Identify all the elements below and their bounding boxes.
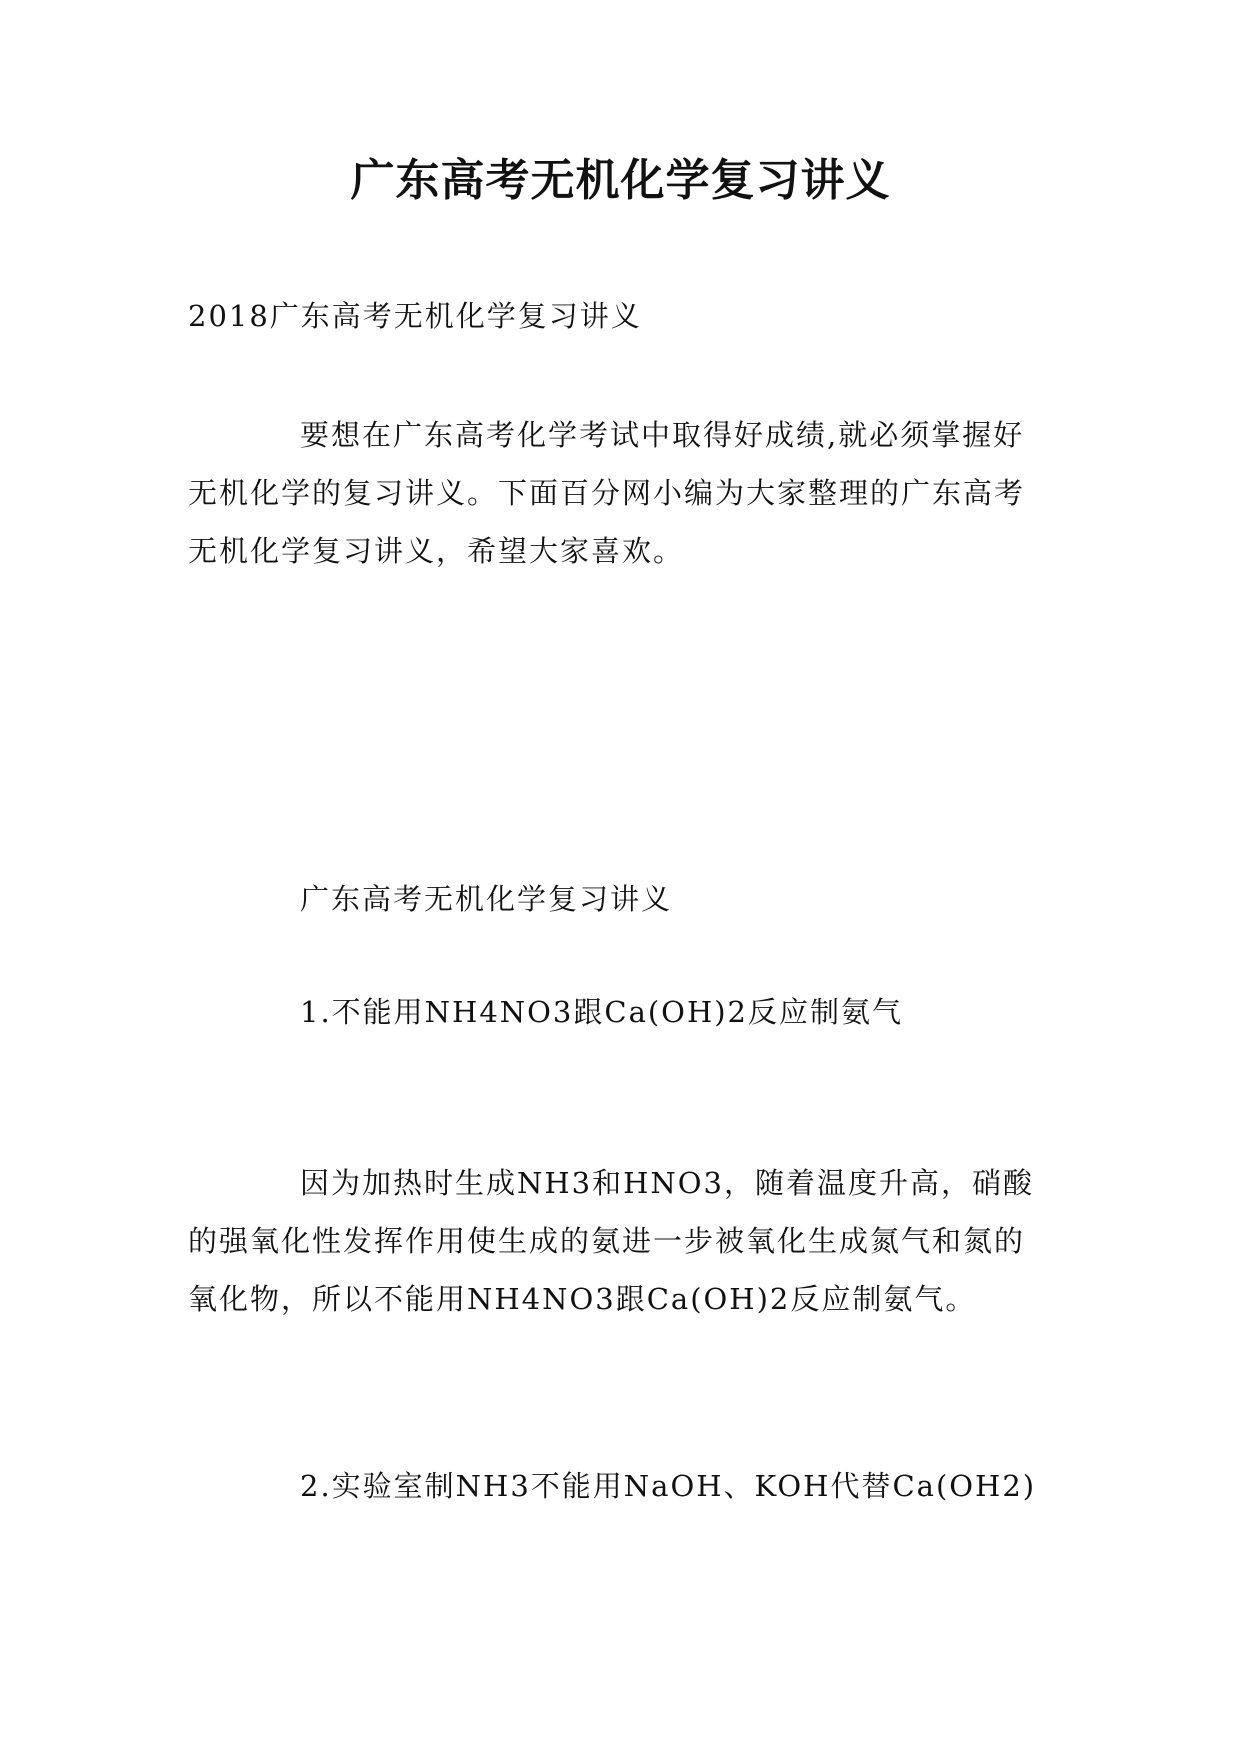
document-title: 广东高考无机化学复习讲义 [350,155,891,206]
list-item-2: 2.实验室制NH3不能用NaOH、KOH代替Ca(OH2) [300,1469,1037,1503]
item-1-explanation: 因为加热时生成NH3和HNO3，随着温度升高，硝酸的强氧化性发挥作用使生成的氨进一步被氧化生成氮气和氮的氧化物，所以不能用NH4NO3跟Ca(OH)2反应制氨气。 [188,1166,1035,1316]
intro-paragraph: 要想在广东高考化学考试中取得好成绩,就必须掌握好无机化学的复习讲义。下面百分网小编为大家整理的广东高考无机化学复习讲义，希望大家喜欢。 [188,418,1026,568]
section-heading: 广东高考无机化学复习讲义 [300,882,673,916]
list-item-1: 1.不能用NH4NO3跟Ca(OH)2反应制氨气 [300,995,904,1029]
document-subtitle: 2018广东高考无机化学复习讲义 [188,299,642,333]
